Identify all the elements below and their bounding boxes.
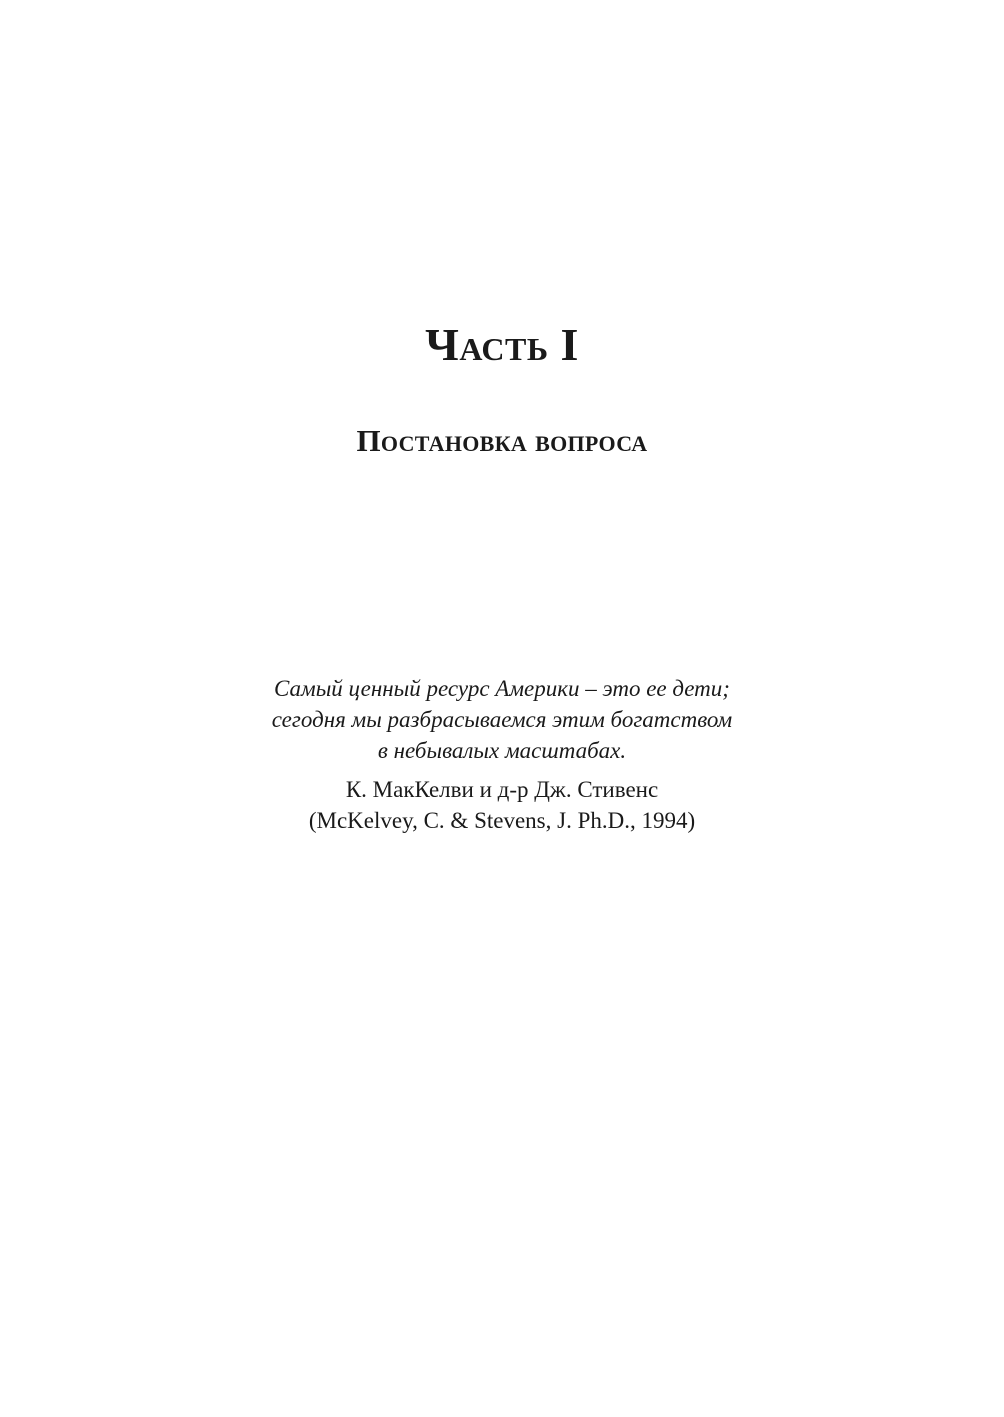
epigraph-quote-line: в небывалых масштабах. [377,738,627,763]
section-title: Постановка вопроса [356,423,648,458]
epigraph-quote-line: сегодня мы разбрасываемся этим богатством [271,707,733,732]
attribution-author: К. МакКелви и д-р Дж. Стивенс [345,777,659,802]
epigraph-quote [0,673,1004,766]
part-title: Часть I [425,319,579,370]
epigraph-quote-line: Самый ценный ресурс Америки – это ее дети; [274,676,730,701]
attribution-citation: (McKelvey, C. & Stevens, J. Ph.D., 1994) [308,808,696,833]
epigraph-attribution [0,774,1004,836]
epigraph [0,673,1004,836]
